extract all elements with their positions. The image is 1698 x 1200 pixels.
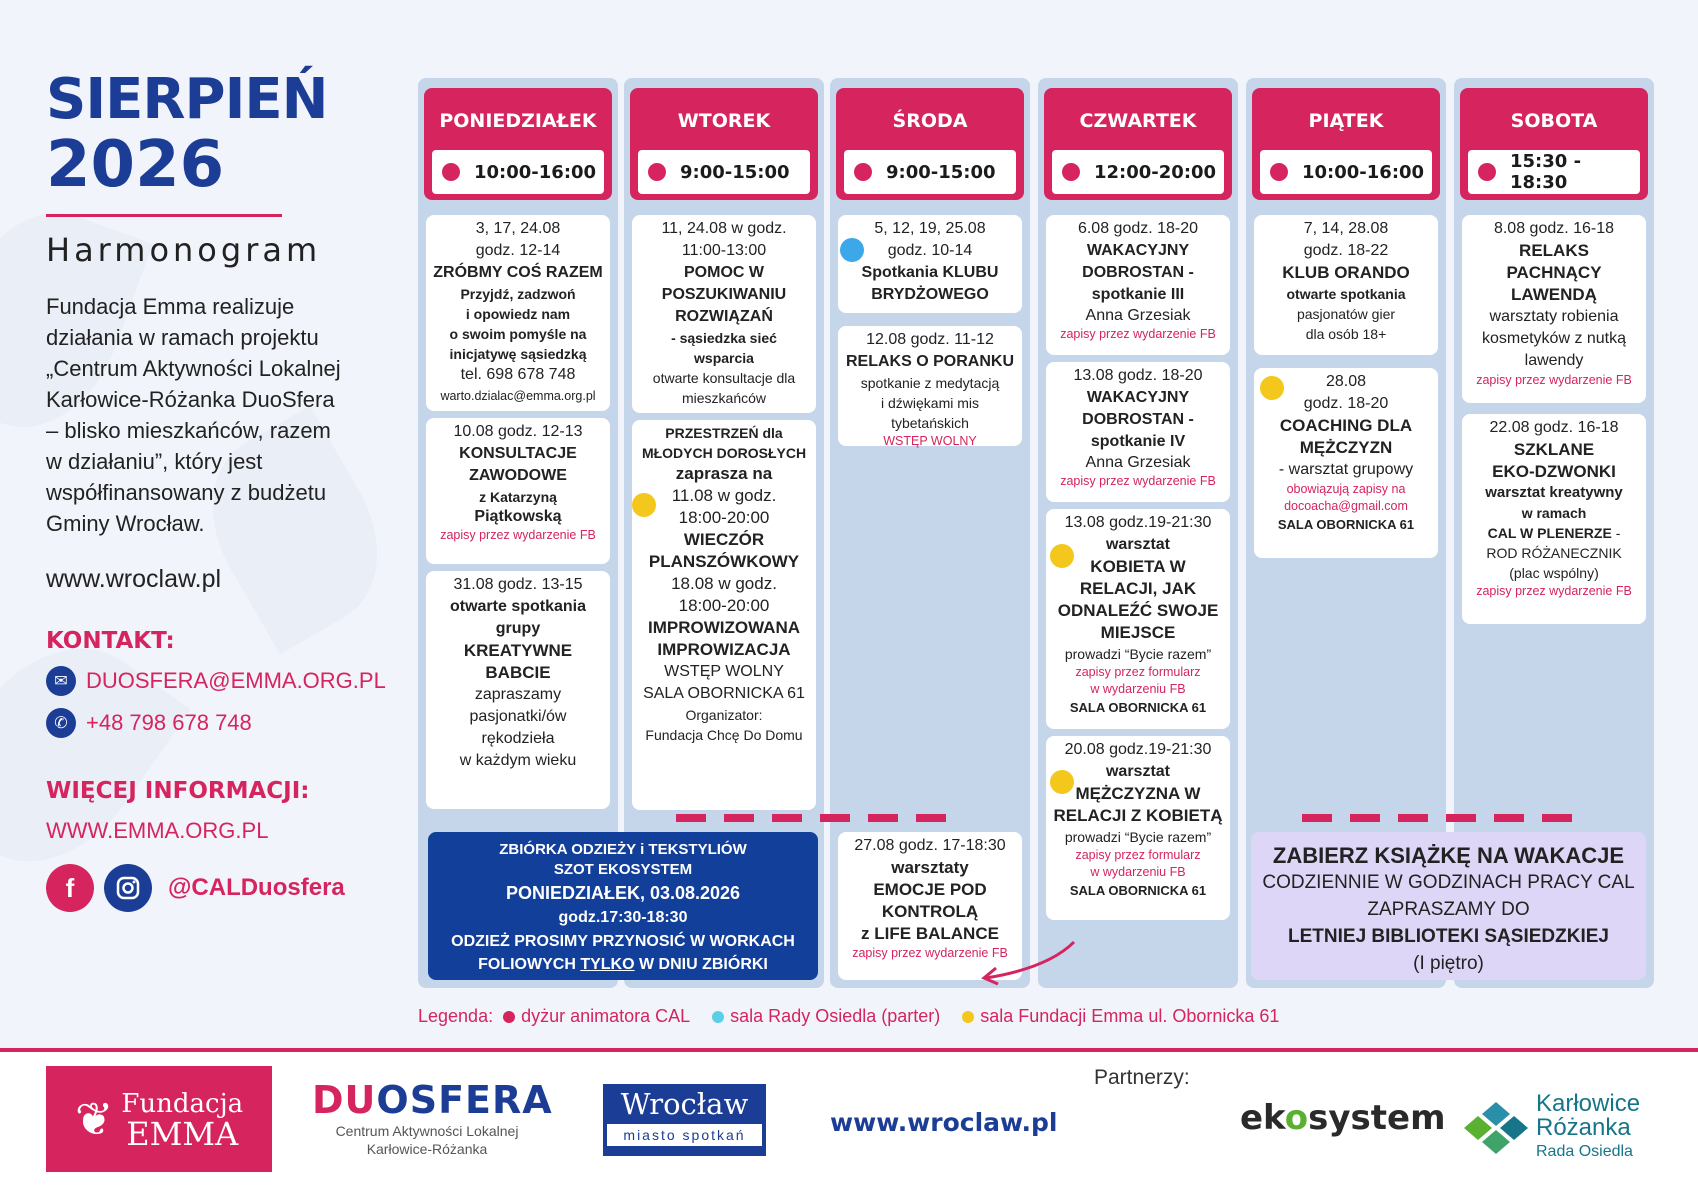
event-desc: kosmetyków z nutką: [1481, 330, 1627, 347]
event-email[interactable]: warto.dzialac@emma.org.pl: [440, 389, 596, 403]
event-title: ZRÓBMY COŚ RAZEM: [433, 264, 603, 281]
partners-label: Partnerzy:: [1094, 1066, 1190, 1089]
day-name: PONIEDZIAŁEK: [439, 110, 597, 132]
event-program: CAL W PLENERZE: [1487, 525, 1612, 541]
logo-text: O: [376, 1078, 410, 1122]
signup-note: zapisy przez wydarzenie FB: [440, 528, 596, 542]
banner-time: godz.17:30-18:30: [558, 909, 688, 926]
event-header: MŁODYCH DOROSŁYCH: [641, 445, 807, 461]
event-title: WAKACYJNY: [1086, 389, 1190, 406]
event-desc: spotkanie z medytacją: [860, 375, 1000, 391]
signup-note: zapisy przez wydarzenie FB: [852, 946, 1008, 960]
event-title: BRYDŻOWEGO: [871, 286, 989, 303]
event-title: ROZWIĄZAŃ: [675, 308, 773, 325]
logo-subtitle: Centrum Aktywności Lokalnej: [335, 1123, 519, 1139]
hours-text: 10:00-16:00: [474, 161, 597, 183]
event-header: PRZESTRZEŃ dla: [665, 425, 783, 441]
rada-osiedla-mark-icon: [1464, 1100, 1528, 1156]
hours-text: 15:30 - 18:30: [1510, 151, 1582, 193]
dash-divider: [1302, 814, 1332, 822]
event-organizer: Fundacja Chcę Do Domu: [645, 727, 803, 743]
event-date: 11.08 w godz.: [671, 486, 777, 505]
dash-divider: [1542, 814, 1572, 822]
banner-emphasis: TYLKO: [580, 956, 635, 973]
signup-note: zapisy przez formularz: [1075, 848, 1201, 862]
event-desc: warsztat kreatywny: [1485, 484, 1623, 501]
event-card: [426, 418, 610, 564]
event-organizer-label: Organizator:: [685, 707, 763, 723]
signup-note: zapisy przez wydarzenie FB: [1476, 584, 1632, 598]
title-divider: [46, 214, 282, 217]
project-description: Fundacja Emma realizuje działania w ramach projektu „Centrum Aktywności Lokalnej Karłowice-Różanka DuoSfera – blisko mieszkańców, razem w działaniu”, który jest współfinansowany z budżetu Gminy Wrocław.: [46, 294, 341, 536]
day-name: CZWARTEK: [1079, 110, 1197, 132]
event-date: 10.08 godz. 12-13: [453, 423, 583, 440]
signup-note: w wydarzeniu FB: [1090, 682, 1186, 696]
event-title: KOBIETA W: [1090, 557, 1186, 576]
event-place: SALA OBORNICKA 61: [1069, 700, 1207, 715]
event-time: godz. 10-14: [887, 242, 973, 259]
page-title-month: SIERPIEŃ: [46, 67, 328, 132]
hours-text: 10:00-16:00: [1302, 161, 1425, 183]
logo-subtitle: Rada Osiedla: [1536, 1143, 1633, 1160]
event-card: [1046, 362, 1230, 502]
event-desc: warsztat: [1105, 536, 1171, 553]
event-title: SZKLANE: [1513, 440, 1595, 459]
event-desc: tybetańskich: [891, 415, 969, 431]
dash-divider: [820, 814, 850, 822]
event-title: Spotkania KLUBU: [861, 264, 999, 281]
animator-dot-icon: [1478, 163, 1496, 181]
day-column-thursday: [1038, 78, 1238, 988]
wroclaw-website-link[interactable]: www.wroclaw.pl: [830, 1108, 1058, 1137]
day-hours: [844, 150, 1016, 194]
council-room-dot-icon: [840, 238, 864, 262]
event-date: 28.08: [1325, 373, 1367, 390]
event-title: RELAKS O PORANKU: [845, 353, 1014, 370]
banner-line: SZOT EKOSYSTEM: [553, 861, 693, 878]
event-date: 13.08 godz.19-21:30: [1064, 514, 1212, 531]
event-card: [1462, 414, 1646, 624]
event-place: SALA OBORNICKA 61: [643, 685, 805, 702]
event-desc: mieszkańców: [681, 390, 767, 406]
logo-subtitle: miasto spotkań: [607, 1124, 762, 1146]
day-hours: [638, 150, 810, 194]
event-host: Anna Grzesiak: [1085, 454, 1191, 471]
emma-room-dot-icon: [1260, 376, 1284, 400]
emma-room-dot-icon: [1050, 544, 1074, 568]
event-title: RELACJI Z KOBIETĄ: [1053, 806, 1223, 825]
summer-library-banner: [1251, 832, 1646, 980]
dash-divider: [1350, 814, 1380, 822]
fundacja-emma-logo[interactable]: [46, 1066, 272, 1172]
dash-divider: [1494, 814, 1524, 822]
event-date: 11, 24.08 w godz.: [661, 220, 787, 237]
logo-subtitle: Karłowice-Różanka: [366, 1141, 488, 1157]
entry-note: WSTĘP WOLNY: [883, 434, 977, 448]
event-card: [426, 571, 610, 809]
event-title: EMOCJE POD: [873, 880, 987, 899]
banner-line: FOLIOWYCH: [478, 956, 581, 973]
event-place: SALA OBORNICKA 61: [1277, 517, 1415, 532]
event-desc: warsztaty robienia: [1489, 308, 1619, 325]
signup-note: zapisy przez wydarzenie FB: [1060, 474, 1216, 488]
event-desc: grupy: [495, 620, 541, 637]
event-time: godz. 18-22: [1303, 242, 1389, 259]
contact-phone-row[interactable]: [46, 708, 416, 738]
event-time: 18:00-20:00: [678, 596, 770, 615]
event-date: 31.08 godz. 13-15: [453, 576, 583, 593]
event-header: zaprasza na: [675, 464, 773, 483]
banner-line: ODZIEŻ PROSIMY PRZYNOSIĆ W WORKACH: [451, 933, 795, 950]
event-desc: WSTĘP WOLNY: [664, 663, 784, 680]
event-host: prowadzi “Bycie razem”: [1064, 646, 1212, 662]
contact-phone[interactable]: +48 798 678 748: [86, 710, 252, 735]
event-title: PACHNĄCY: [1506, 263, 1602, 282]
page-title-year: 2026: [46, 128, 225, 202]
signup-email[interactable]: docoacha@gmail.com: [1284, 499, 1408, 513]
event-time: 11:00-13:00: [681, 242, 767, 259]
event-date: 18.08 w godz.: [671, 574, 777, 593]
event-card: [1254, 215, 1438, 355]
signup-note: zapisy przez wydarzenie FB: [1476, 373, 1632, 387]
event-desc: w ramach: [1521, 505, 1587, 521]
hours-text: 9:00-15:00: [886, 161, 996, 183]
banner-line: ZBIÓRKA ODZIEŻY i TEKSTYLIÓW: [499, 841, 747, 858]
contact-email-row[interactable]: [46, 666, 416, 696]
event-card: [1046, 215, 1230, 355]
event-desc: warsztat: [1105, 763, 1171, 780]
event-time: godz. 12-14: [475, 242, 561, 259]
event-card: [426, 215, 610, 411]
event-title: IMPROWIZACJA: [657, 640, 791, 659]
event-date: 20.08 godz.19-21:30: [1064, 741, 1212, 758]
event-desc: otwarte konsultacje dla: [652, 370, 796, 386]
event-title: spotkanie IV: [1090, 433, 1186, 450]
event-desc: otwarte spotkania: [1286, 286, 1406, 302]
day-header: [424, 88, 612, 200]
logo-text: Różanka: [1536, 1114, 1631, 1141]
day-header: [1044, 88, 1232, 200]
event-desc: o swoim pomyśle na: [449, 326, 587, 342]
event-title: BABCIE: [485, 663, 551, 682]
animator-dot-icon: [1062, 163, 1080, 181]
dash-divider: [1446, 814, 1476, 822]
dash-divider: [676, 814, 706, 822]
dash-divider: [724, 814, 754, 822]
event-desc: i dźwiękami mis: [880, 395, 979, 411]
weekly-schedule: [418, 78, 1654, 988]
rada-osiedla-logo[interactable]: [1464, 1092, 1640, 1164]
animator-dot-icon: [1270, 163, 1288, 181]
day-hours: [432, 150, 604, 194]
social-handle[interactable]: @CALDuosfera: [168, 874, 345, 901]
event-date: 3, 17, 24.08: [475, 220, 561, 237]
event-host: Anna Grzesiak: [1085, 307, 1191, 324]
event-title: POMOC W: [684, 264, 764, 281]
animator-dot-icon: [854, 163, 872, 181]
event-title: ODNALEŹĆ SWOJE: [1057, 601, 1219, 620]
banner-line: LETNIEJ BIBLIOTEKI SĄSIEDZKIEJ: [1288, 926, 1609, 947]
intro-panel: [46, 67, 416, 912]
event-place: SALA OBORNICKA 61: [1069, 883, 1207, 898]
event-title: MĘŻCZYZNA W: [1075, 784, 1201, 803]
duosfera-logo[interactable]: [312, 1078, 553, 1158]
event-card: [1046, 509, 1230, 729]
logo-text: system: [1308, 1098, 1446, 1138]
event-desc: dla osób 18+: [1305, 326, 1387, 342]
facebook-icon[interactable]: f: [46, 864, 94, 912]
signup-note: w wydarzeniu FB: [1090, 865, 1186, 879]
event-title: MIEJSCE: [1100, 623, 1176, 642]
day-name: ŚRODA: [892, 110, 968, 132]
event-card: [1046, 736, 1230, 920]
event-title: LAWENDĄ: [1511, 285, 1597, 304]
arrow-icon: [978, 938, 1078, 988]
banner-line: CODZIENNIE W GODZINACH PRACY CAL: [1262, 872, 1635, 893]
event-date: 27.08 godz. 17-18:30: [854, 837, 1006, 854]
animator-dot-icon: [442, 163, 460, 181]
event-desc: lawendy: [1524, 352, 1584, 369]
event-title: ZAWODOWE: [469, 467, 567, 484]
council-room-dot-icon: [712, 1011, 724, 1023]
event-card: [632, 420, 816, 810]
event-title: z LIFE BALANCE: [861, 924, 999, 943]
event-title: WAKACYJNY: [1086, 242, 1190, 259]
event-card: [838, 326, 1022, 446]
logo-text: ek: [1240, 1098, 1285, 1138]
logo-text: Wrocław: [620, 1087, 749, 1121]
dash-divider: [1398, 814, 1428, 822]
legend-label: Legenda:: [418, 1006, 494, 1026]
emma-room-dot-icon: [962, 1011, 974, 1023]
day-header: [836, 88, 1024, 200]
phone-icon: ✆: [46, 708, 76, 738]
dash-divider: [916, 814, 946, 822]
event-date: 22.08 godz. 16-18: [1489, 419, 1619, 436]
event-desc: pasjonatów gier: [1296, 306, 1396, 322]
event-title: PLANSZÓWKOWY: [648, 552, 800, 571]
event-title: EKO-DZWONKI: [1492, 462, 1616, 481]
event-desc: otwarte spotkania: [449, 598, 587, 615]
emma-room-dot-icon: [632, 493, 656, 517]
emma-website-link[interactable]: WWW.EMMA.ORG.PL: [46, 818, 269, 843]
contact-heading: KONTAKT:: [46, 628, 175, 654]
legend-item: dyżur animatora CAL: [521, 1006, 691, 1026]
event-card: [632, 215, 816, 413]
hours-text: 12:00-20:00: [1094, 161, 1217, 183]
day-header: [1252, 88, 1440, 200]
event-date: 5, 12, 19, 25.08: [874, 220, 986, 237]
event-title: COACHING DLA: [1279, 416, 1413, 435]
event-date: 7, 14, 28.08: [1303, 220, 1389, 237]
legend-item: sala Fundacji Emma ul. Obornicka 61: [980, 1006, 1280, 1026]
banner-date: PONIEDZIAŁEK, 03.08.2026: [505, 883, 741, 903]
logo-text: EMMA: [126, 1115, 239, 1153]
event-title: MĘŻCZYZN: [1299, 438, 1393, 457]
dash-divider: [772, 814, 802, 822]
event-place: ROD RÓŻANECZNIK: [1486, 545, 1622, 561]
day-header: [1460, 88, 1648, 200]
day-name: PIĄTEK: [1308, 110, 1384, 132]
event-host: prowadzi “Bycie razem”: [1064, 829, 1212, 845]
footer: [0, 1052, 1698, 1200]
event-desc: - warsztat grupowy: [1278, 461, 1414, 478]
event-phone: tel. 698 678 748: [460, 366, 576, 383]
event-desc: pasjonatki/ów: [469, 708, 567, 725]
event-time: 18:00-20:00: [678, 508, 770, 527]
event-separator: -: [1611, 525, 1621, 541]
event-card: [838, 215, 1022, 313]
legend-item: sala Rady Osiedla (parter): [730, 1006, 941, 1026]
more-info-heading: WIĘCEJ INFORMACJI:: [46, 778, 310, 804]
day-header: [630, 88, 818, 200]
emma-room-dot-icon: [1050, 770, 1074, 794]
hours-text: 9:00-15:00: [680, 161, 790, 183]
event-card: [1254, 368, 1438, 558]
banner-line: (I piętro): [1413, 953, 1484, 974]
animator-dot-icon: [503, 1011, 515, 1023]
website-link[interactable]: www.wroclaw.pl: [46, 565, 222, 593]
event-title: spotkanie III: [1091, 286, 1185, 303]
page-subtitle: Harmonogram: [46, 231, 322, 269]
day-hours: [1260, 150, 1432, 194]
day-name: WTOREK: [677, 110, 771, 132]
event-card: [1462, 215, 1646, 403]
event-title: KREATYWNE: [463, 641, 573, 660]
banner-line: ZAPRASZAMY DO: [1367, 899, 1530, 920]
event-date: 6.08 godz. 18-20: [1077, 220, 1199, 237]
day-name: SOBOTA: [1510, 110, 1598, 132]
event-desc: i opowiedz nam: [465, 306, 571, 322]
event-date: 13.08 godz. 18-20: [1073, 367, 1203, 384]
logo-text: SFERA: [409, 1078, 553, 1122]
logo-text: o: [1284, 1098, 1309, 1138]
event-desc: Przyjdź, zadzwoń: [460, 286, 576, 302]
event-title: KONTROLĄ: [881, 902, 979, 921]
legend: [418, 1006, 1279, 1027]
dash-divider: [868, 814, 898, 822]
banner-line: W DNIU ZBIÓRKI: [634, 956, 768, 973]
event-desc: zapraszamy: [474, 686, 562, 703]
event-title: WIECZÓR: [683, 530, 765, 549]
banner-title: ZABIERZ KSIĄŻKĘ NA WAKACJE: [1272, 843, 1625, 868]
signup-note: zapisy przez wydarzenie FB: [1060, 327, 1216, 341]
logo-text: Karłowice: [1536, 1090, 1641, 1117]
event-desc: - sąsiedzka sieć: [671, 330, 777, 346]
event-desc: wsparcia: [694, 350, 754, 366]
event-title: DOBROSTAN -: [1082, 411, 1194, 428]
event-title: KONSULTACJE: [459, 445, 577, 462]
event-title: IMPROWIZOWANA: [647, 618, 801, 637]
signup-note: obowiązują zapisy na: [1286, 482, 1406, 496]
instagram-icon[interactable]: [104, 864, 152, 912]
clothing-collection-banner: [428, 832, 818, 980]
ekosystem-logo[interactable]: [1240, 1098, 1446, 1138]
event-title: RELAKS: [1519, 241, 1589, 260]
event-desc: w każdym wieku: [459, 752, 577, 769]
event-place-detail: (plac wspólny): [1509, 565, 1599, 581]
day-hours: [1468, 150, 1640, 194]
day-column-wednesday: [830, 78, 1030, 988]
animator-dot-icon: [648, 163, 666, 181]
event-title: RELACJI, JAK: [1079, 579, 1197, 598]
mail-icon: ✉: [46, 666, 76, 696]
event-desc: rękodzieła: [481, 730, 555, 747]
contact-email[interactable]: DUOSFERA@EMMA.ORG.PL: [86, 668, 386, 693]
event-desc: warsztaty: [891, 858, 969, 877]
day-hours: [1052, 150, 1224, 194]
social-links: [46, 864, 416, 912]
event-title: KLUB ORANDO: [1282, 263, 1410, 282]
logo-text: Fundacja: [121, 1089, 244, 1119]
tree-icon: ❦: [74, 1093, 114, 1145]
event-date: 12.08 godz. 11-12: [866, 331, 994, 348]
event-desc: z Katarzyną: [479, 489, 557, 505]
signup-note: zapisy przez formularz: [1075, 665, 1201, 679]
wroclaw-logo[interactable]: [603, 1084, 766, 1156]
event-date: 8.08 godz. 16-18: [1493, 220, 1615, 237]
event-title: POSZUKIWANIU: [661, 286, 787, 303]
logo-text: DU: [312, 1078, 377, 1122]
event-time: godz. 18-20: [1303, 395, 1389, 412]
event-title: DOBROSTAN -: [1082, 264, 1194, 281]
event-desc: Piątkowską: [474, 508, 562, 525]
event-desc: inicjatywę sąsiedzką: [449, 346, 587, 362]
